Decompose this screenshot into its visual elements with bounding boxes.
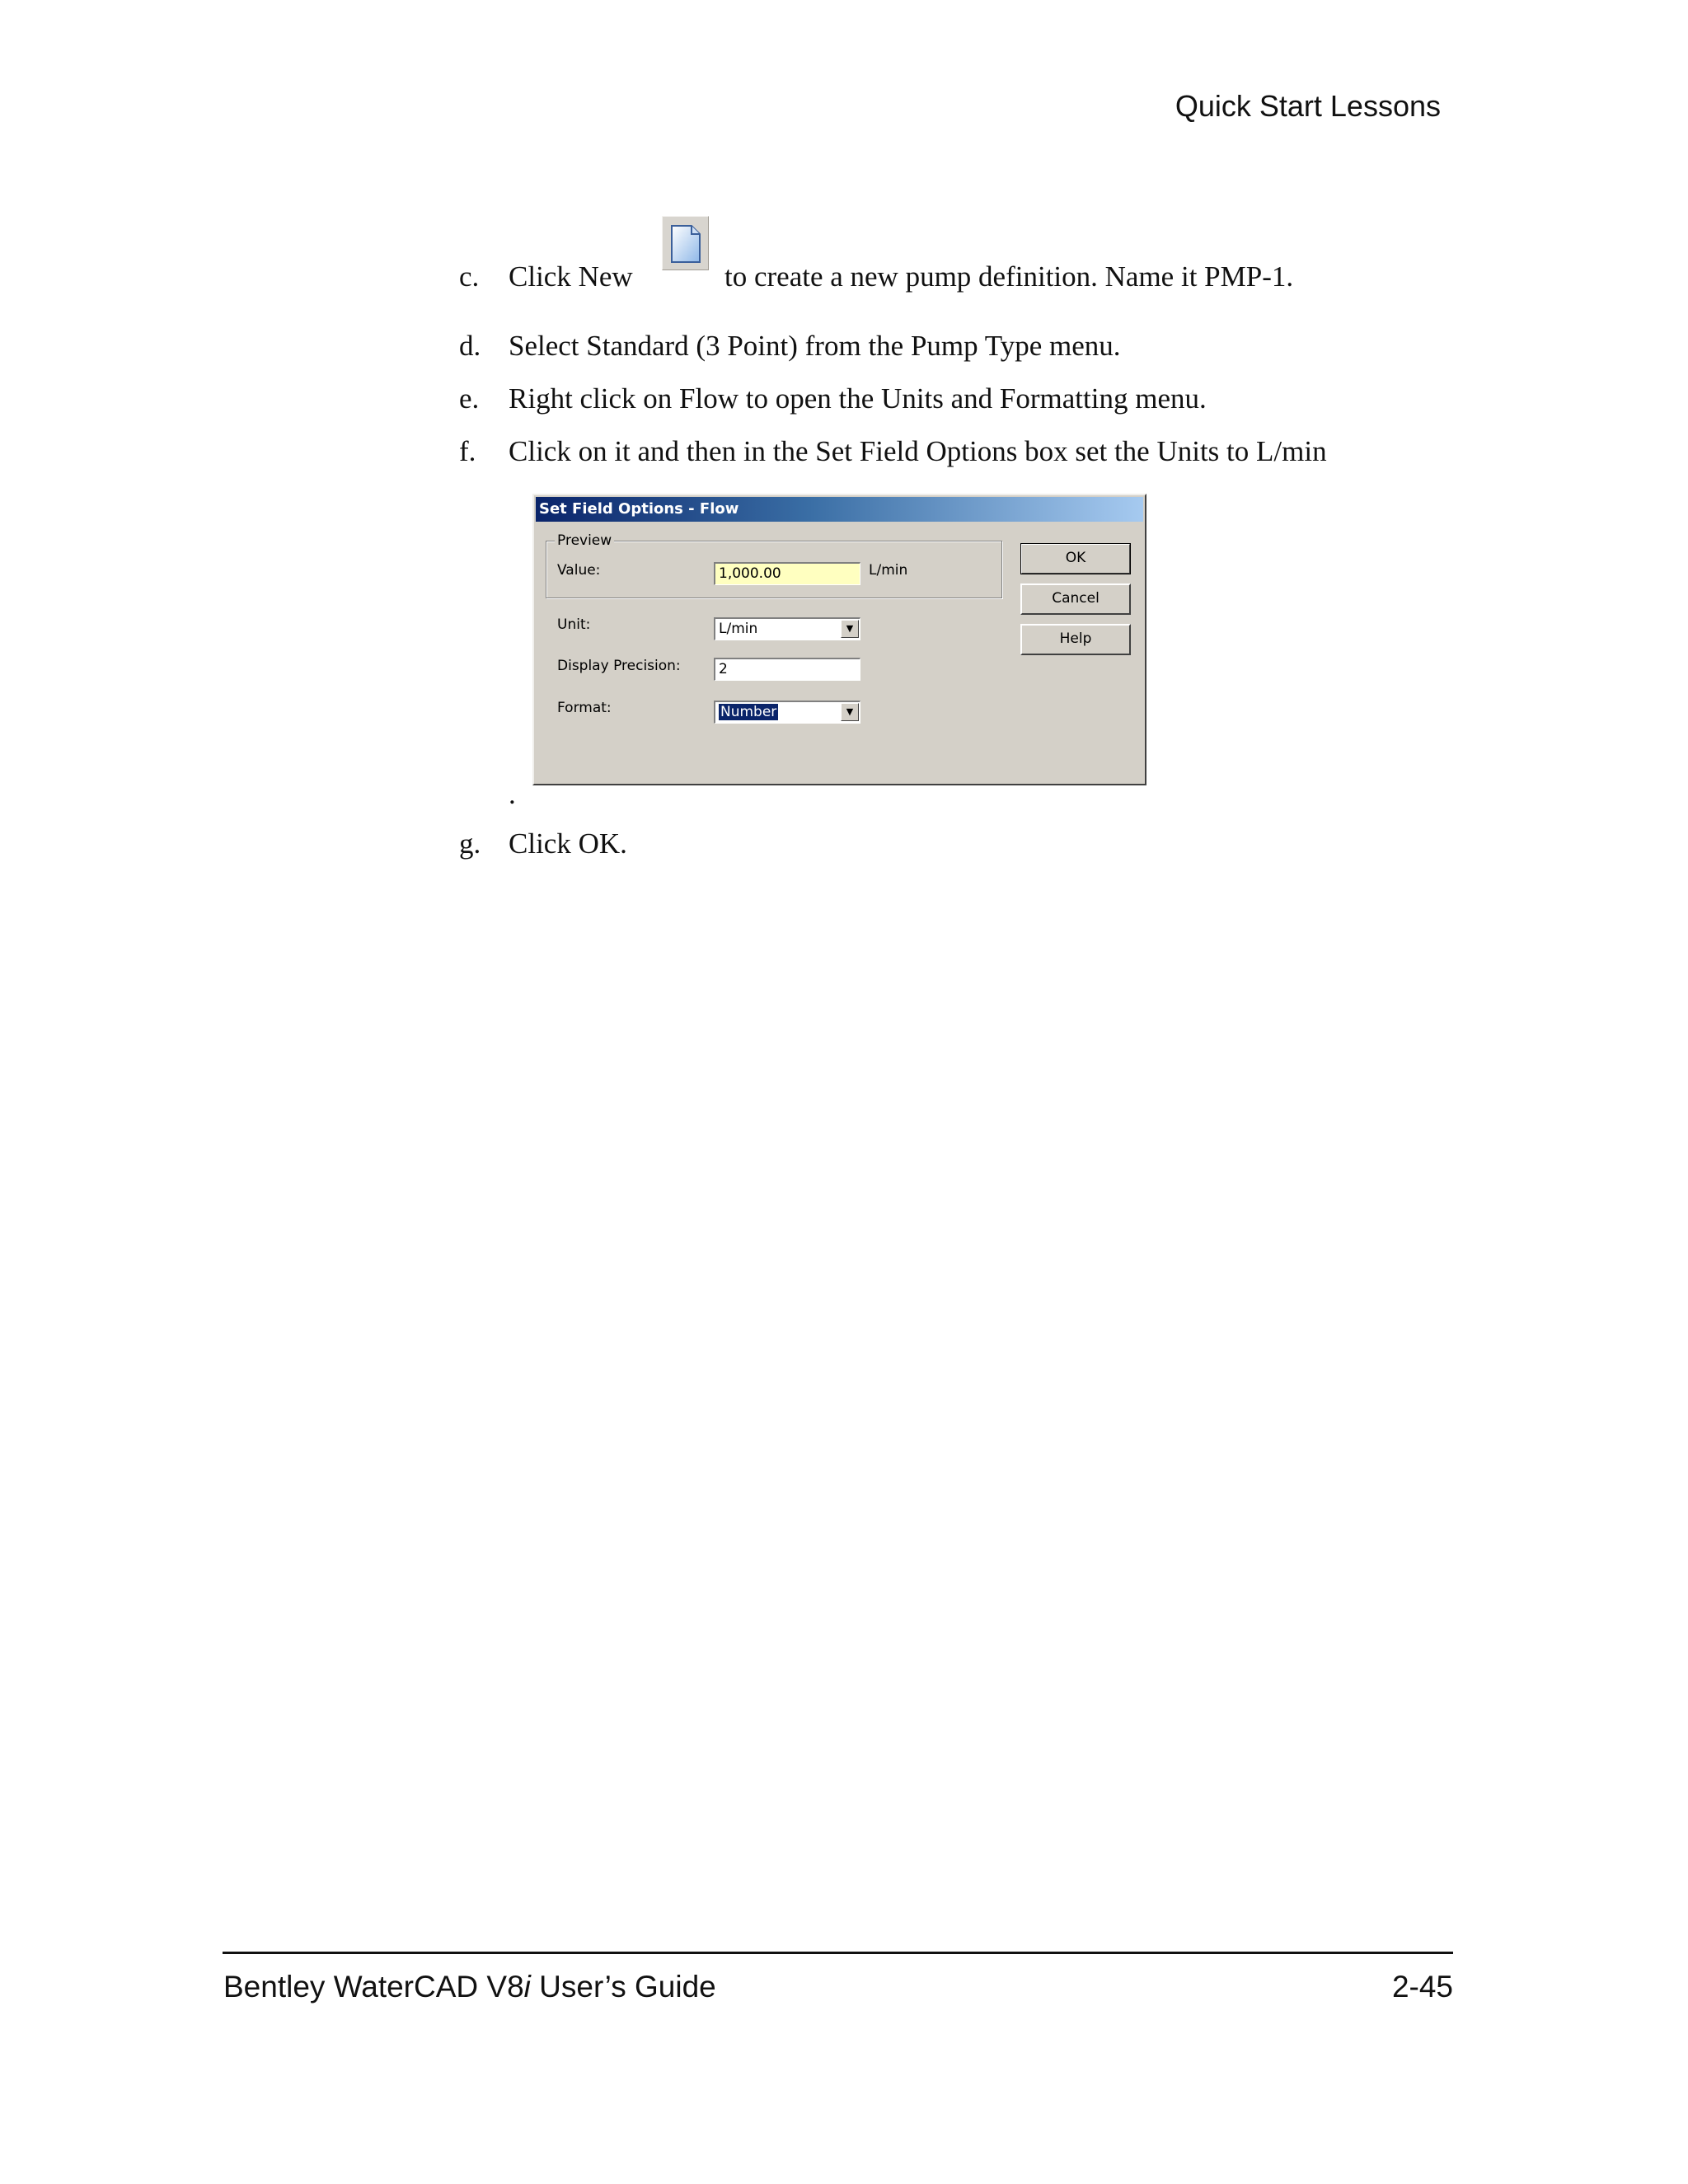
step-text: Click OK.: [509, 827, 627, 860]
format-label: Format:: [557, 700, 612, 716]
display-precision-field[interactable]: 2: [714, 658, 860, 681]
new-button[interactable]: [662, 216, 709, 270]
guide-title-italic: i: [523, 1970, 531, 2004]
display-precision-label: Display Precision:: [557, 658, 681, 674]
step-text-before-icon: Click New: [509, 260, 633, 293]
trailing-period: .: [509, 778, 516, 810]
page-number: 2-45: [1391, 1970, 1453, 2004]
value-field: 1,000.00: [714, 562, 860, 585]
footer-guide-title: [223, 1970, 716, 2004]
step-text: Right click on Flow to open the Units and Formatting menu.: [509, 382, 1207, 415]
step-letter: g.: [459, 827, 481, 860]
help-button[interactable]: Help: [1020, 624, 1131, 655]
set-field-options-dialog: [532, 494, 1146, 785]
format-select[interactable]: [714, 701, 860, 724]
step-letter: c.: [459, 260, 480, 293]
guide-title-suffix: User’s Guide: [530, 1970, 716, 2004]
unit-label: Unit:: [557, 616, 591, 633]
step-letter: f.: [459, 435, 476, 467]
value-label: Value:: [557, 562, 601, 579]
guide-title-prefix: Bentley WaterCAD V8: [223, 1970, 524, 2004]
step-text-after-icon: to create a new pump definition. Name it PMP-1.: [724, 260, 1294, 293]
step-text: Select Standard (3 Point) from the Pump Type menu.: [509, 330, 1121, 362]
chevron-down-icon[interactable]: ▼: [841, 703, 859, 721]
new-document-icon: [669, 223, 702, 265]
step-letter: d.: [459, 330, 481, 362]
cancel-button[interactable]: Cancel: [1020, 583, 1131, 615]
step-letter: e.: [459, 382, 480, 415]
preview-label: Preview: [555, 532, 614, 549]
unit-select[interactable]: [714, 617, 860, 640]
footer-divider: [223, 1952, 1453, 1954]
step-text: Click on it and then in the Set Field Options box set the Units to L/min: [509, 435, 1327, 467]
format-select-value: Number: [720, 704, 777, 720]
value-unit-label: L/min: [869, 562, 908, 579]
dialog-title: Set Field Options - Flow: [536, 497, 1143, 522]
page-header-title: Quick Start Lessons: [1175, 89, 1441, 123]
unit-select-value: L/min: [719, 621, 758, 637]
chevron-down-icon[interactable]: ▼: [841, 620, 859, 638]
ok-button[interactable]: OK: [1020, 543, 1131, 574]
